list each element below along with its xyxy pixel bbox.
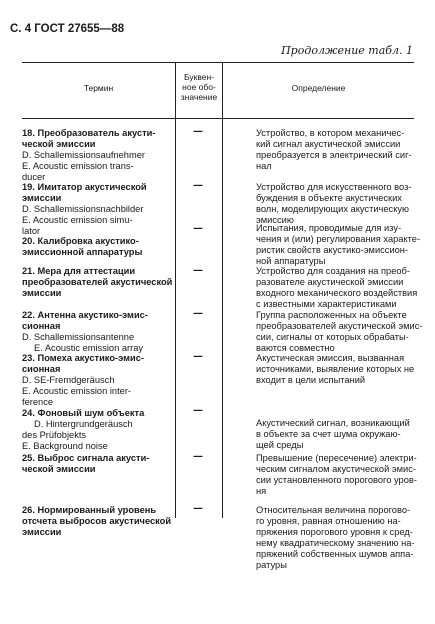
symbol-dash: — bbox=[193, 265, 203, 276]
definition-line: ристик свойств акустико-эмиссион- bbox=[256, 245, 409, 255]
term-line: 20. Калибровка акустико- bbox=[22, 236, 139, 246]
header-symbol-line: Буквен- bbox=[183, 72, 215, 82]
table-header-rule bbox=[22, 118, 414, 119]
term-line: des Prüfobjekts bbox=[22, 430, 87, 440]
term-line: 26. Нормированный уровень bbox=[22, 505, 157, 515]
header-symbol-line: значение bbox=[180, 92, 218, 102]
definition-line: Акустический сигнал, возникающий bbox=[256, 418, 410, 428]
term-line: 21. Мера для аттестации bbox=[22, 266, 136, 276]
term-line: эмиссии bbox=[22, 288, 62, 298]
term-line: 25. Выброс сигнала акусти- bbox=[22, 453, 150, 463]
term-line: ческой эмиссии bbox=[22, 139, 96, 149]
definition-line: входит в цели испытаний bbox=[256, 375, 366, 385]
term-line: lator bbox=[22, 226, 41, 236]
term-line: эмиссии bbox=[22, 193, 62, 203]
term-line: D. Schallemissionsnachbilder bbox=[22, 204, 144, 214]
definition-line: кий сигнал акустической эмиссии bbox=[256, 139, 401, 149]
definition-line: ческим сигналом акустической эмис- bbox=[256, 464, 416, 474]
definition-line: го уровня, равная отношению на- bbox=[256, 516, 401, 526]
header-symbol-line: ное обо- bbox=[182, 82, 216, 92]
term-line: 18. Преобразователь акусти- bbox=[22, 128, 156, 138]
term-line: отсчета выбросов акустической bbox=[22, 516, 172, 526]
definition-line: пряжения порогового уровня к сред- bbox=[256, 527, 413, 537]
column-divider bbox=[175, 62, 176, 518]
definition-line: Устройство для искусственного воз- bbox=[256, 182, 412, 192]
definition-line: волн, моделирующих акустическую bbox=[256, 204, 409, 214]
definition-line: буждения в объекте акустических bbox=[256, 193, 402, 203]
definition-line: щей среды bbox=[256, 440, 304, 450]
definition-19 bbox=[256, 182, 412, 226]
symbol-dash: — bbox=[193, 351, 203, 362]
definition-line: Устройство, в котором механичес- bbox=[256, 128, 405, 138]
definition-line: чения и (или) регулирования характе- bbox=[256, 234, 421, 244]
term-line: ference bbox=[22, 397, 54, 407]
definition-line: эмиссию bbox=[256, 215, 294, 225]
term-line: 23. Помеха акустико-эмис- bbox=[22, 353, 144, 363]
definition-20 bbox=[256, 223, 421, 267]
definition-line: сии, сигналы от которых обрабаты- bbox=[256, 332, 409, 342]
definition-line: ваются совместно bbox=[256, 343, 335, 353]
header-symbol bbox=[176, 72, 222, 102]
term-line: сионная bbox=[22, 321, 61, 331]
term-line: D. Hintergrundgeräusch bbox=[34, 419, 133, 429]
symbol-dash: — bbox=[193, 451, 203, 462]
definition-line: Группа расположенных на объекте bbox=[256, 310, 407, 320]
term-line: ducer bbox=[22, 172, 46, 182]
term-21 bbox=[22, 266, 174, 299]
term-line: эмиссии bbox=[22, 527, 62, 537]
definition-line: Превышение (пересечение) электри- bbox=[256, 453, 417, 463]
term-23 bbox=[22, 353, 174, 408]
symbol-dash: — bbox=[193, 223, 203, 234]
term-18 bbox=[22, 128, 174, 183]
definition-line: Устройство для создания на преоб- bbox=[256, 266, 410, 276]
term-line: 22. Антенна акустико-эмис- bbox=[22, 310, 148, 320]
definition-line: Относительная величина порогово- bbox=[256, 505, 411, 515]
definition-line: пряжений собственных шумов аппа- bbox=[256, 549, 414, 559]
definition-line: сии установленного порогового уров- bbox=[256, 475, 417, 485]
term-line: эмиссионной аппаратуры bbox=[22, 247, 143, 257]
definition-line: ратуры bbox=[256, 560, 287, 570]
definition-line: ня bbox=[256, 486, 267, 496]
definition-line: нал bbox=[256, 161, 272, 171]
term-19 bbox=[22, 182, 174, 237]
definition-line: Испытания, проводимые для изу- bbox=[256, 223, 402, 233]
definition-line: разователе акустической эмиссии bbox=[256, 277, 404, 287]
term-line: D. Schallemissionsantenne bbox=[22, 332, 135, 342]
term-line: преобразователей акустической bbox=[22, 277, 173, 287]
term-22 bbox=[22, 310, 174, 354]
definition-line: входного механического воздействия bbox=[256, 288, 418, 298]
term-line: D. Schallemissionsaufnehmer bbox=[22, 150, 145, 160]
column-divider bbox=[222, 62, 223, 518]
definition-line: ной аппаратуры bbox=[256, 256, 326, 266]
table-continuation-label: Продолжение табл. 1 bbox=[281, 44, 413, 57]
term-line: сионная bbox=[22, 364, 61, 374]
definition-line: источниками, выявление которых не bbox=[256, 364, 415, 374]
term-line: 19. Имитатор акустической bbox=[22, 182, 147, 192]
term-24 bbox=[22, 408, 174, 452]
page-code: С. 4 ГОСТ 27655—88 bbox=[10, 23, 125, 35]
term-25 bbox=[22, 453, 174, 475]
definition-26 bbox=[256, 505, 416, 571]
symbol-dash: — bbox=[193, 308, 203, 319]
definition-line: нему квадратическому значению на- bbox=[256, 538, 415, 548]
definition-21 bbox=[256, 266, 418, 310]
term-line: E. Background noise bbox=[22, 441, 108, 451]
term-20 bbox=[22, 236, 174, 258]
symbol-dash: — bbox=[193, 180, 203, 191]
term-26 bbox=[22, 505, 174, 538]
term-line: E. Acoustic emission trans- bbox=[22, 161, 134, 171]
term-line: E. Acoustic emission inter- bbox=[22, 386, 132, 396]
symbol-dash: — bbox=[193, 126, 203, 137]
definition-line: преобразуется в электрический сиг- bbox=[256, 150, 412, 160]
header-term: Термин bbox=[83, 83, 114, 93]
definition-25 bbox=[256, 453, 417, 497]
term-line: E. Acoustic emission simu- bbox=[22, 215, 133, 225]
definition-23 bbox=[256, 353, 415, 386]
definition-22 bbox=[256, 310, 423, 354]
term-line: D. SE-Fremdgeräusch bbox=[22, 375, 115, 385]
header-definition: Определение bbox=[291, 83, 346, 93]
definition-line: преобразователей акустической эмис- bbox=[256, 321, 423, 331]
term-line: E. Acoustic emission array bbox=[34, 343, 144, 353]
definition-line: в объекте за счет шума окружаю- bbox=[256, 429, 401, 439]
definition-line: с известными характеристиками bbox=[256, 299, 397, 309]
table-top-rule bbox=[22, 62, 414, 63]
symbol-dash: — bbox=[193, 405, 203, 416]
term-line: ческой эмиссии bbox=[22, 464, 96, 474]
symbol-dash: — bbox=[193, 503, 203, 514]
term-line: 24. Фоновый шум объекта bbox=[22, 408, 145, 418]
definition-24 bbox=[256, 418, 408, 451]
definition-line: Акустическая эмиссия, вызванная bbox=[256, 353, 405, 363]
definition-18 bbox=[256, 128, 412, 172]
